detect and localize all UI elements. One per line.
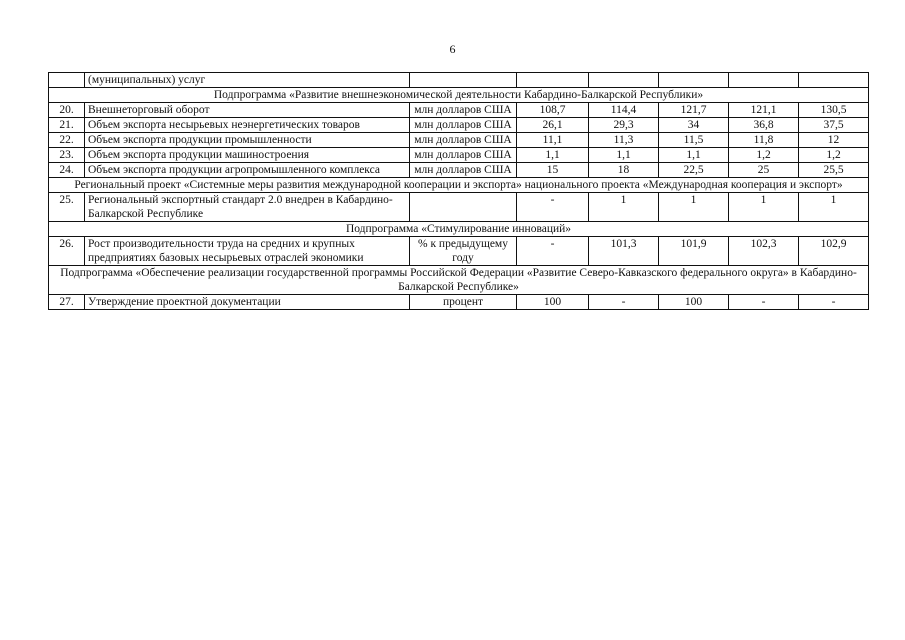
indicator-value: 1	[729, 193, 799, 222]
unit-of-measure	[410, 193, 517, 222]
indicator-value	[799, 73, 869, 88]
indicator-value: 1,1	[589, 148, 659, 163]
indicator-value: -	[729, 295, 799, 310]
indicator-value: 36,8	[729, 118, 799, 133]
indicator-value: 26,1	[517, 118, 589, 133]
indicator-value: 18	[589, 163, 659, 178]
section-title: Подпрограмма «Обеспечение реализации государственной программы Российской Федерации «Развитие Северо-Кавказского федерального округа» в Кабардино-Балкарской Республике»	[49, 266, 869, 295]
indicator-value: 11,3	[589, 133, 659, 148]
indicator-value: 100	[517, 295, 589, 310]
indicator-name: Объем экспорта продукции агропромышленного комплекса	[85, 163, 410, 178]
table-row	[49, 148, 869, 163]
unit-of-measure: процент	[410, 295, 517, 310]
table-row	[49, 103, 869, 118]
unit-of-measure: млн долларов США	[410, 103, 517, 118]
indicator-name: Объем экспорта продукции машиностроения	[85, 148, 410, 163]
row-number: 23.	[49, 148, 85, 163]
indicator-value: 25	[729, 163, 799, 178]
indicator-value: 1,1	[517, 148, 589, 163]
table-row	[49, 295, 869, 310]
row-number	[49, 73, 85, 88]
page-number: 6	[449, 42, 456, 56]
table-row	[49, 73, 869, 88]
indicator-value: 37,5	[799, 118, 869, 133]
unit-of-measure: млн долларов США	[410, 133, 517, 148]
indicator-value: 101,3	[589, 237, 659, 266]
section-title: Региональный проект «Системные меры развития международной кооперации и экспорта» национального проекта «Международная кооперация и экспорт»	[49, 178, 869, 193]
indicator-value: 11,8	[729, 133, 799, 148]
indicator-value: 1	[659, 193, 729, 222]
indicator-value: 101,9	[659, 237, 729, 266]
indicator-name: Рост производительности труда на средних и крупных предприятиях базовых несырьевых отраслей экономики	[85, 237, 410, 266]
indicator-value	[589, 73, 659, 88]
indicator-name: Объем экспорта несырьевых неэнергетических товаров	[85, 118, 410, 133]
section-header-row	[49, 178, 869, 193]
indicator-value: 1,1	[659, 148, 729, 163]
indicator-value: 102,3	[729, 237, 799, 266]
row-number: 27.	[49, 295, 85, 310]
section-title: Подпрограмма «Стимулирование инноваций»	[49, 222, 869, 237]
indicator-value: 12	[799, 133, 869, 148]
section-header-row	[49, 222, 869, 237]
indicator-value: 29,3	[589, 118, 659, 133]
indicator-value: -	[517, 193, 589, 222]
indicator-value: 22,5	[659, 163, 729, 178]
indicator-value: 1,2	[729, 148, 799, 163]
row-number: 25.	[49, 193, 85, 222]
indicator-value: 121,7	[659, 103, 729, 118]
indicator-value	[517, 73, 589, 88]
indicator-name: Утверждение проектной документации	[85, 295, 410, 310]
indicator-value: -	[589, 295, 659, 310]
indicator-name: Объем экспорта продукции промышленности	[85, 133, 410, 148]
table-row	[49, 237, 869, 266]
indicator-value: 121,1	[729, 103, 799, 118]
indicator-value: 114,4	[589, 103, 659, 118]
indicator-value: 15	[517, 163, 589, 178]
section-title: Подпрограмма «Развитие внешнеэкономической деятельности Кабардино-Балкарской Республики»	[49, 88, 869, 103]
indicator-value: 11,1	[517, 133, 589, 148]
indicator-value: 102,9	[799, 237, 869, 266]
indicator-value: 25,5	[799, 163, 869, 178]
row-number: 26.	[49, 237, 85, 266]
table-row	[49, 133, 869, 148]
row-number: 24.	[49, 163, 85, 178]
indicator-value: 34	[659, 118, 729, 133]
indicator-value	[729, 73, 799, 88]
unit-of-measure: % к предыдущему году	[410, 237, 517, 266]
indicator-name: Внешнеторговый оборот	[85, 103, 410, 118]
section-header-row	[49, 88, 869, 103]
unit-of-measure	[410, 73, 517, 88]
section-header-row	[49, 266, 869, 295]
indicator-value: 11,5	[659, 133, 729, 148]
table-row	[49, 118, 869, 133]
indicator-value: -	[517, 237, 589, 266]
indicator-value	[659, 73, 729, 88]
unit-of-measure: млн долларов США	[410, 163, 517, 178]
row-number: 20.	[49, 103, 85, 118]
indicator-value: 108,7	[517, 103, 589, 118]
row-number: 21.	[49, 118, 85, 133]
indicator-name: Региональный экспортный стандарт 2.0 внедрен в Кабардино-Балкарской Республике	[85, 193, 410, 222]
indicator-name: (муниципальных) услуг	[85, 73, 410, 88]
table-body	[49, 73, 869, 310]
table-row	[49, 163, 869, 178]
indicator-value: 1,2	[799, 148, 869, 163]
unit-of-measure: млн долларов США	[410, 148, 517, 163]
indicators-table	[48, 72, 869, 310]
indicator-value: 100	[659, 295, 729, 310]
unit-of-measure: млн долларов США	[410, 118, 517, 133]
row-number: 22.	[49, 133, 85, 148]
indicator-value: -	[799, 295, 869, 310]
indicator-value: 1	[589, 193, 659, 222]
indicator-value: 130,5	[799, 103, 869, 118]
indicator-value: 1	[799, 193, 869, 222]
table-row	[49, 193, 869, 222]
